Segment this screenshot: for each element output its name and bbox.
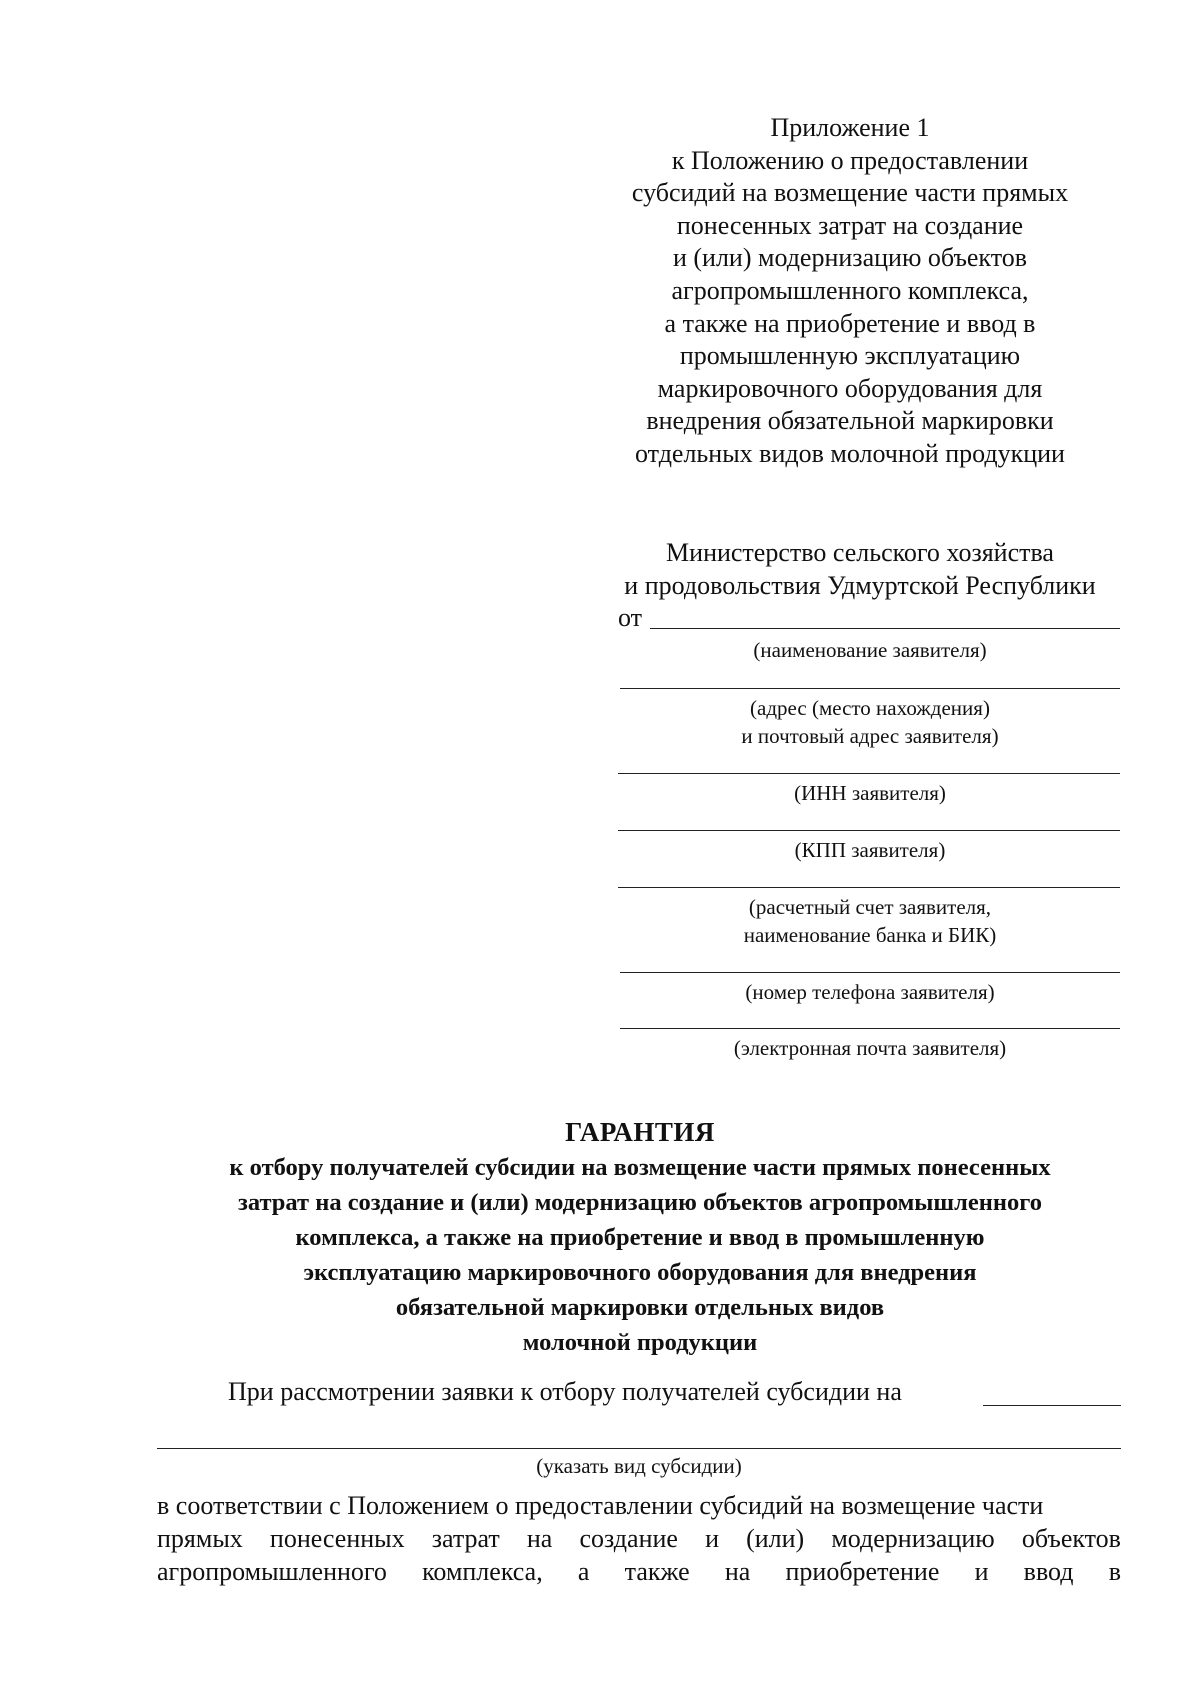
- body-line: [157, 1555, 1121, 1588]
- account-caption-1: (расчетный счет заявителя,: [748, 895, 992, 919]
- body-word: на: [724, 1557, 751, 1586]
- document-title: [100, 1115, 1180, 1360]
- address-line[interactable]: [620, 688, 1120, 689]
- inn-line[interactable]: [618, 773, 1120, 774]
- body-word: и: [974, 1557, 989, 1586]
- intro-text: При рассмотрении заявки к отбору получателей субсидии на: [228, 1377, 902, 1406]
- body-word: объектов: [1021, 1524, 1121, 1553]
- annex-line: к Положению о предоставлении: [671, 145, 1029, 175]
- annex-block: [600, 112, 1100, 471]
- title-line: к отбору получателей субсидии на возмещение части прямых понесенных: [229, 1154, 1051, 1181]
- email-line[interactable]: [620, 1028, 1120, 1029]
- body-word: создание: [579, 1524, 678, 1553]
- applicant-name-caption: (наименование заявителя): [753, 638, 987, 662]
- body-word: также: [624, 1557, 690, 1586]
- body-word: (или): [746, 1524, 805, 1553]
- address-caption-2: и почтовый адрес заявителя): [741, 724, 999, 748]
- body-word: понесенных: [269, 1524, 405, 1553]
- subsidy-type-line-short[interactable]: [983, 1405, 1121, 1406]
- body-word: комплекса,: [422, 1557, 543, 1586]
- title-line: молочной продукции: [522, 1329, 758, 1356]
- from-row: [618, 602, 1118, 634]
- title-line: комплекса, а также на приобретение и ввод в промышленную: [295, 1224, 985, 1251]
- body-word: в: [1108, 1557, 1121, 1586]
- body-word: и: [705, 1524, 719, 1553]
- body-word: прямых: [157, 1524, 243, 1553]
- applicant-name-line[interactable]: [650, 628, 1120, 629]
- title-main: ГАРАНТИЯ: [565, 1117, 715, 1147]
- body-paragraph: [157, 1489, 1121, 1588]
- annex-line: а также на приобретение и ввод в: [664, 308, 1036, 338]
- body-word: приобретение: [785, 1557, 940, 1586]
- recipient-block: [600, 536, 1120, 602]
- inn-caption: (ИНН заявителя): [794, 781, 946, 805]
- subsidy-type-caption: (указать вид субсидии): [536, 1454, 742, 1478]
- body-word: на: [526, 1524, 553, 1553]
- kpp-line[interactable]: [618, 830, 1120, 831]
- from-label: от: [618, 603, 643, 632]
- phone-line[interactable]: [620, 972, 1120, 973]
- phone-caption: (номер телефона заявителя): [745, 980, 995, 1004]
- body-word: затрат: [431, 1524, 500, 1553]
- body-line: [157, 1522, 1121, 1555]
- email-caption: (электронная почта заявителя): [733, 1036, 1007, 1060]
- annex-line: маркировочного оборудования для: [657, 373, 1043, 403]
- annex-line: Приложение 1: [770, 113, 930, 142]
- annex-line: промышленную эксплуатацию: [679, 341, 1021, 371]
- annex-line: отдельных видов молочной продукции: [635, 438, 1065, 468]
- title-line: обязательной маркировки отдельных видов: [395, 1294, 885, 1321]
- title-line: эксплуатацию маркировочного оборудования для внедрения: [303, 1259, 977, 1286]
- annex-line: субсидий на возмещение части прямых: [631, 178, 1069, 208]
- title-line: затрат на создание и (или) модернизацию объектов агропромышленного: [238, 1189, 1042, 1216]
- body-word: ввод: [1023, 1557, 1074, 1586]
- body-word: агропромышленного: [157, 1557, 387, 1586]
- annex-line: внедрения обязательной маркировки: [646, 406, 1054, 436]
- account-caption-2: наименование банка и БИК): [743, 923, 997, 947]
- body-word: модернизацию: [831, 1524, 995, 1553]
- subsidy-type-line[interactable]: [157, 1448, 1121, 1449]
- recipient-line: Министерство сельского хозяйства: [666, 538, 1054, 567]
- body-word: а: [577, 1557, 590, 1586]
- recipient-line: и продовольствия Удмуртской Республики: [624, 571, 1096, 600]
- annex-line: агропромышленного комплекса,: [671, 275, 1029, 305]
- kpp-caption: (КПП заявителя): [794, 838, 946, 862]
- body-line: в соответствии с Положением о предоставлении субсидий на возмещение части: [157, 1491, 1044, 1520]
- annex-line: и (или) модернизацию объектов: [672, 243, 1028, 273]
- account-line[interactable]: [618, 887, 1120, 888]
- address-caption-1: (адрес (место нахождения): [750, 696, 990, 720]
- annex-line: понесенных затрат на создание: [676, 210, 1024, 240]
